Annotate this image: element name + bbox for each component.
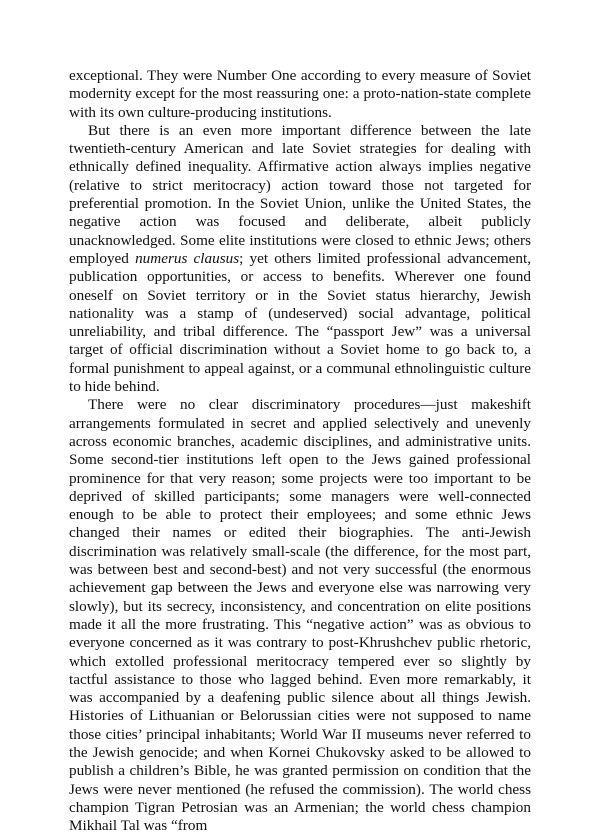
paragraph-2: [69, 122, 531, 396]
paragraph-1: exceptional. They were Number One according to every measure of Soviet modernity except for the most reassuring one: a proto-nation-state complete with its own culture-producing institutions.: [69, 67, 531, 121]
document-page: [69, 67, 531, 835]
paragraph-2-part-2: ; yet others limited professional advancement, publication opportunities, or access to benefits. Wherever one found oneself on Soviet territory or in the Soviet status hierarchy, Jewish nationality was a stamp of (undeserved) social advantage, political unreliability, and tribal difference. The “passport Jew” was a universal target of official discrimination without a Soviet home to go back to, a formal punishment to appeal against, or a communal ethnolinguistic culture to hide behind.: [69, 249, 532, 396]
paragraph-2-part-1: But there is an even more important difference between the late twentieth-century American and late Soviet strategies for dealing with ethnically defined inequality. Affirmative action always implies negative (relative to strict meritocracy) action toward those not targeted for preferential promotion. In the Soviet Union, unlike the United States, the negative action was focused and deliberate, albeit publicly unacknowledged. Some elite institutions were closed to ethnic Jews; others employed: [69, 121, 531, 267]
paragraph-3: There were no clear discriminatory procedures—just makeshift arrangements formulated in secret and applied selectively and unevenly across economic branches, academic disciplines, and administrative units. Some second-tier institutions left open to the Jews gained professional prominence for that very reason; some projects were too important to be deprived of skilled participants; some managers were well-connected enough to be able to protect their employees; and some ethnic Jews changed their names or edited their biographies. The anti-Jewish discrimination was relatively small-scale (the difference, for the most part, was between best and second-best) and not very successful (the enormous achievement gap between the Jews and everyone else was narrowing very slowly), but its secrecy, inconsistency, and concentration on elite positions made it all the more frustrating. This “negative action” was as obvious to everyone concerned as it was contrary to post-Khrushchev public rhetoric, which extolled professional meritocracy tempered ever so slightly by tactful assistance to those who lagged behind. Even more remarkably, it was accompanied by a deafening public silence about all things Jewish. Histories of Lithuanian or Belorussian cities were not supposed to name those cities’ principal inhabitants; World War II museums never referred to the Jewish genocide; and when Kornei Chukovsky asked to be allowed to publish a children’s Bible, he was granted permission on condition that the Jews were never mentioned (he refused the commission). The world chess champion Tigran Petrosian was an Armenian; the world chess champion Mikhail Tal was “from: [69, 396, 531, 835]
paragraph-2-italic-term: numerus clausus: [135, 249, 240, 267]
